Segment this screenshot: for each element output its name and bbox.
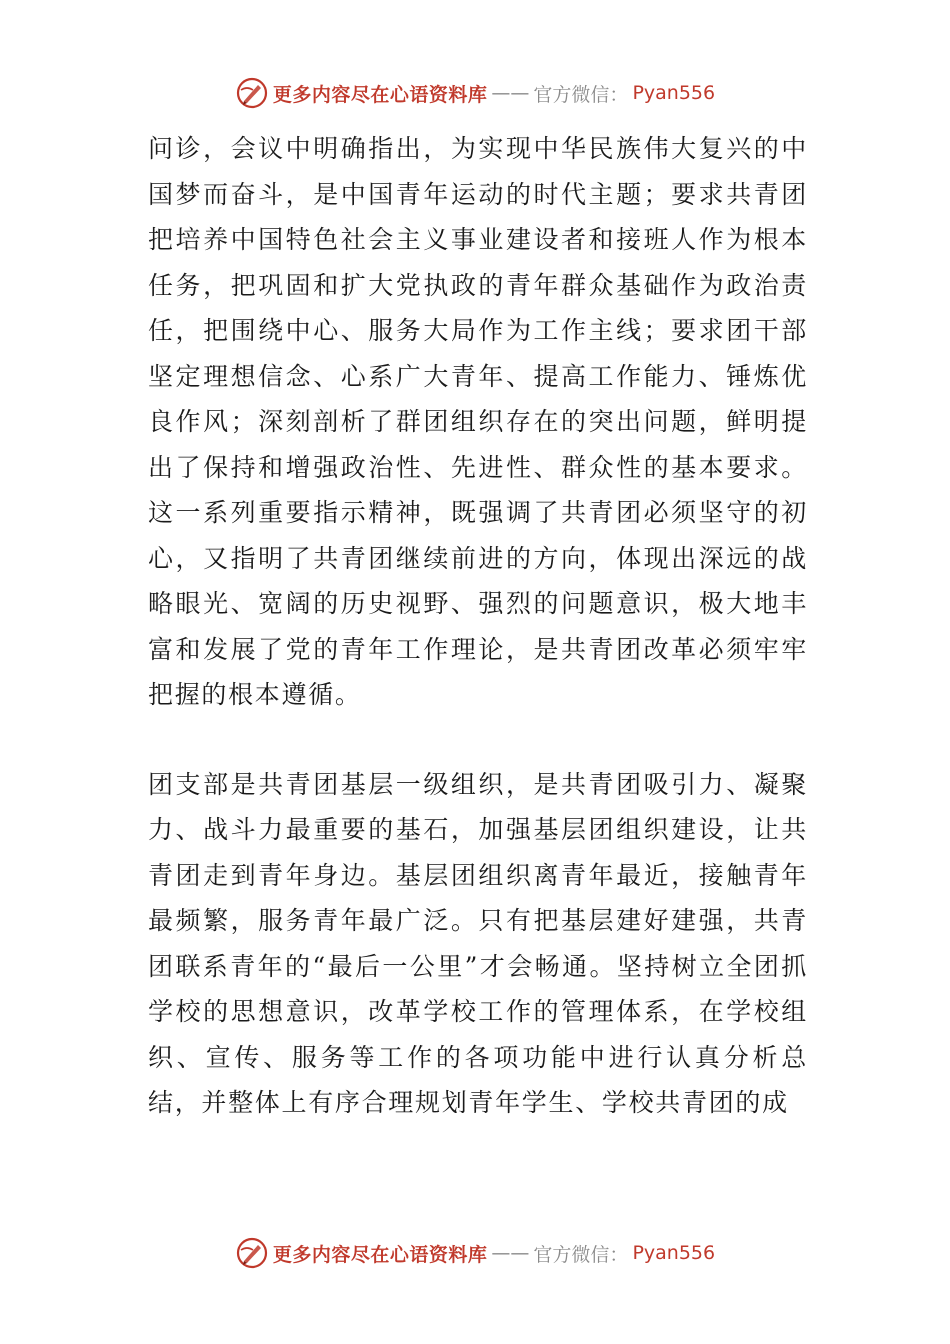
watermark-wechat-id: Pyan556	[632, 82, 716, 104]
watermark-dash: ——	[491, 82, 530, 104]
document-body	[148, 126, 808, 1126]
pen-logo-icon	[235, 1236, 269, 1270]
watermark-header	[0, 76, 950, 110]
pen-logo-icon	[235, 76, 269, 110]
paragraph-1: 问诊，会议中明确指出，为实现中华民族伟大复兴的中国梦而奋斗，是中国青年运动的时代主题；要求共青团把培养中国特色社会主义事业建设者和接班人作为根本任务，把巩固和扩大党执政的青年群众基础作为政治责任，把围绕中心、服务大局作为工作主线；要求团干部坚定理想信念、心系广大青年、提高工作能力、锤炼优良作风；深刻剖析了群团组织存在的突出问题，鲜明提出了保持和增强政治性、先进性、群众性的基本要求。这一系列重要指示精神，既强调了共青团必须坚守的初心，又指明了共青团继续前进的方向，体现出深远的战略眼光、宽阔的历史视野、强烈的问题意识，极大地丰富和发展了党的青年工作理论，是共青团改革必须牢牢把握的根本遵循。	[148, 134, 808, 709]
watermark-wechat-id: Pyan556	[632, 1242, 716, 1264]
watermark-footer	[0, 1236, 950, 1270]
watermark-brand: 更多内容尽在心语资料库	[272, 1243, 488, 1266]
paragraph-spacer	[148, 718, 808, 762]
paragraph-2: 团支部是共青团基层一级组织，是共青团吸引力、凝聚力、战斗力最重要的基石，加强基层团组织建设，让共青团走到青年身边。基层团组织离青年最近，接触青年最频繁，服务青年最广泛。只有把基层建好建强，共青团联系青年的“最后一公里”才会畅通。坚持树立全团抓学校的思想意识，改革学校工作的管理体系，在学校组织、宣传、服务等工作的各项功能中进行认真分析总结，并整体上有序合理规划青年学生、学校共青团的成	[148, 769, 808, 1117]
watermark-dash: ——	[491, 1242, 530, 1264]
watermark-brand: 更多内容尽在心语资料库	[272, 83, 488, 106]
watermark-label: 官方微信：	[533, 83, 629, 106]
watermark-label: 官方微信：	[533, 1243, 629, 1266]
